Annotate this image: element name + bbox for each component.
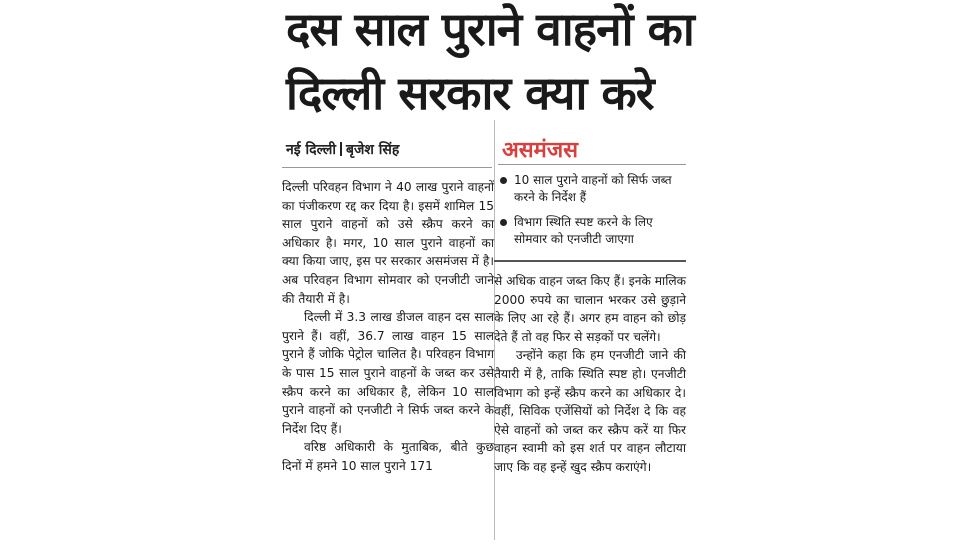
- sidebar-bullet-item: [500, 214, 686, 248]
- sidebar-box: [494, 134, 686, 262]
- paragraph: वरिष्ठ अधिकारी के मुताबिक, बीते कुछ दिनों में हमने 10 साल पुराने 171: [282, 440, 494, 473]
- dateline-place: नई दिल्ली: [286, 142, 337, 158]
- byline-rule: [282, 167, 492, 168]
- author-name: बृजेश सिंह: [346, 142, 400, 158]
- paragraph: से अधिक वाहन जब्त किए हैं। इनके मालिक 2000 रुपये का चालान भरकर उसे छुड़ाने के लिए आ रहे हैं। अगर हम वाहन को छोड़ देते हैं तो वह फिर से सड़कों पर चलेंगे।: [494, 274, 686, 344]
- bullet-text: विभाग स्थिति स्पष्ट करने के लिए सोमवार को एनजीटी जाएगा: [514, 215, 653, 246]
- paragraph: दिल्ली परिवहन विभाग ने 40 लाख पुराने वाहनों का पंजीकरण रद्द कर दिया है। इसमें शामिल 15 साल पुराने वाहनों को उसे स्क्रैप करने का अधिकार है। मगर, 10 साल पुराने वाहनों का क्या किया जाए, इस पर सरकार असमंजस में है। अब परिवहन विभाग सोमवार को एनजीटी जाने की तैयारी में है।: [282, 180, 494, 306]
- bullet-icon: [500, 219, 507, 226]
- paragraph: उन्होंने कहा कि हम एनजीटी जाने की तैयारी में है, ताकि स्थिति स्पष्ट हो। एनजीटी विभाग को इन्हें स्क्रैप करने का अधिकार दे। वहीं, सिविक एजेंसियों को निर्देश दे कि वह ऐसे वाहनों को जब्त कर स्क्रैप करें या फिर वाहन स्वामी को इस शर्त पर वाहन लौटाया जाए कि वह इन्हें खुद स्क्रैप कराएंगे।: [494, 348, 686, 474]
- sidebar-bottom-rule: [494, 260, 686, 262]
- sidebar-bullet-item: [500, 172, 686, 206]
- newspaper-clipping: [262, 0, 692, 545]
- sidebar-list: [500, 172, 686, 256]
- bullet-icon: [500, 177, 507, 184]
- paragraph: दिल्ली में 3.3 लाख डीजल वाहन दस साल पुराने हैं। वहीं, 36.7 लाख वाहन 15 साल पुराने हैं जोकि पेट्रोल चालित है। परिवहन विभाग के पास 15 साल पुराने वाहनों के जब्त कर उसे स्क्रैप करने का अधिकार है, लेकिन 10 साल पुराने वाहनों को एनजीटी ने सिर्फ जब्त करने के निर्देश दिए हैं।: [282, 310, 494, 436]
- article-left-column: [282, 178, 494, 476]
- headline-line-2: दिल्ली सरकार क्या करे: [286, 66, 654, 120]
- byline-separator: [340, 142, 342, 156]
- article-right-column: [494, 272, 686, 477]
- sidebar-title: असमंजस: [502, 138, 579, 163]
- byline: [286, 140, 399, 159]
- bullet-text: 10 साल पुराने वाहनों को सिर्फ जब्त करने के निर्देश हैं: [514, 173, 672, 204]
- headline-line-1: दस साल पुराने वाहनों का: [286, 2, 694, 56]
- sidebar-rule: [498, 164, 686, 165]
